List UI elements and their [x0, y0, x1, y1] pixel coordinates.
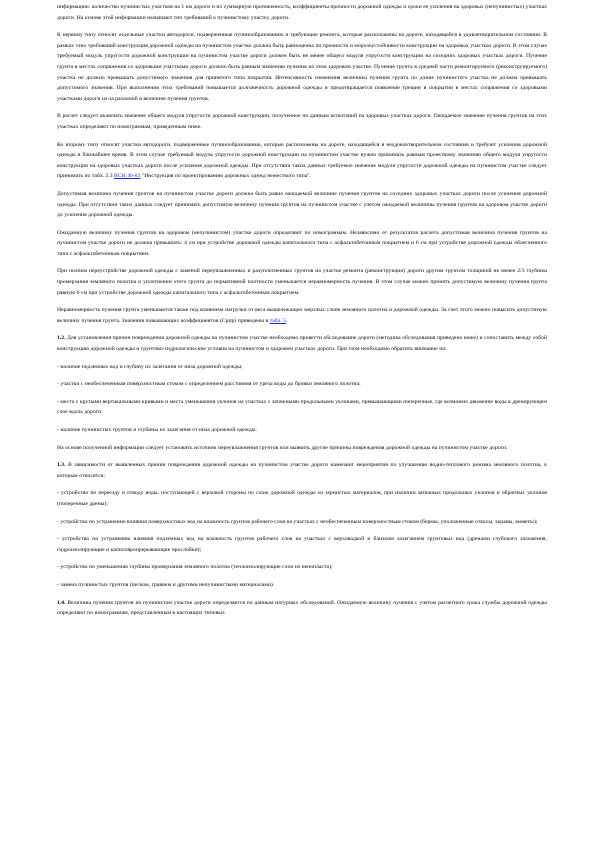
list-item-surface-water: [57, 517, 547, 528]
section-number: 1.4.: [57, 599, 66, 606]
paragraph-text: На основе полученной информации следует установить источник переувлажнения грунтов или выявить другие причины повреждения дорожной одежды на пучинистом участке дороги.: [57, 444, 508, 451]
vsn-46-83-link[interactable]: ВСН 46-83: [114, 173, 141, 180]
section-number: 1.3.: [57, 462, 66, 469]
paragraph-text: Ко второму типу относят участки автодороги, подверженные пучинообразованию, которые расположены на дороге, находящейся в неудовлетворительном состоянии и требуют усиления дорожной одежды в ближайшее время. В этом случае требуемый модуль упругости дорожной конструкции на пучинистом участке нужно принимать равным проектному значению общего модуля упругости конструкции на здоровых участках дороги после усиления дорожной одежды. При отсутствии таких данных требуемое значение модуля упругости дорожной одежды на пучинистом участке следует принимать по табл. 3.3: [57, 141, 547, 180]
table-5-link[interactable]: табл. 5: [269, 317, 287, 324]
paragraph-text: - устройство по переезду и отводу воды, поступающей с верховой стороны по слою дорожной одежды из зернистых материалов, при наличии затяжных продольных уклонов и обратных уклонов (поперечные дрены);: [57, 490, 547, 507]
paragraph-text: К первому типу относят отдельные участки автодороги, подверженные пучинообразованию и требующие ремонта, которые расположены на дороге, находящейся в удовлетворительном состоянии. В рамках этих требований конструкция дорожной одежды на пучинистом участке должна быть равноценна по прочности и морозоустойчивости конструкции на здоровых участках дороги. В этом случае требуемый модуль упругости дорожной конструкции на пучинистом участке дороги должен быть не менее общего модуля упругости конструкции на соседних здоровых участках дороги. Пучение грунта в местах сопряжения со здоровыми участками дороги должно быть равным значению пучения на этом здоровом участке. Пучение грунта в средней части ремонтируемого (реконструируемого) участка не должно превышать допустимого значения для принятого типа покрытия. Интенсивность изменения величины пучения грунта по длине пучинистого участка не должна превышать допустимого значения. При выполнении этих требований повышается долговечность дорожной одежды и предотвращается появление трещин в покрытии в местах сопряжения со здоровыми участками дороги из-за различий в величине пучения грунтов.: [57, 32, 547, 102]
list-item-soil-replacement: [57, 580, 547, 591]
list-item-ground-water: [57, 534, 547, 555]
paragraph-text: - устройство по устранению влияния подземных вод на влажность грунтов рабочего слоя на участках с верховодкой и близким залеганием грунтовых вод (дренажи глубокого заложения, гидроизолирующие и капилляропрерывающие прослойки);: [57, 536, 547, 553]
paragraph-text: - наличие пучинистых грунтов и глубины их залегания от низа дорожной одежды.: [57, 427, 258, 433]
paragraph-text: - устройство по уменьшению глубины промерзания земляного полотна (теплоизолирующие слои из пенопласта);: [57, 564, 333, 571]
paragraph-text: Неравномерность пучения грунта уменьшается также под влиянием нагрузки от веса вышележащих мерзлых слоев земляного полотна и дорожной одежды. За счет этого можно повысить допустимую величину пучения грунта. Значения повышающих коэффициентов (Српр) приведены в: [57, 307, 547, 324]
paragraph-calculation: [57, 111, 547, 132]
paragraph-text: Ожидаемую величину пучения грунтов на здоровом (непучинистом) участке дороги определяют по номограммам. Независимо от результатов расчета допустимая величина пучения грунтов на пучинистом участке дороги не должна превышать: 4 см при устройстве дорожной одежды капитального типа с асфальтобетонным покрытием и 6 см при устройстве дорожной одежды облегченного типа с асфальтобетонным покрытием.: [57, 229, 547, 257]
list-item-transverse-drains: [57, 488, 547, 509]
paragraph-allowed-heave: [57, 189, 547, 221]
paragraph-text: В зависимости от выявленных причин повреждения дорожной одежды на пучинистом участке дороги намечают мероприятия по улучшению водно-теплового режима земляного полотна, к которым относятся:: [57, 462, 547, 479]
paragraph-section-1-3: [57, 460, 547, 481]
paragraph-moisture-source: [57, 443, 547, 454]
paragraph-intro-info: [57, 2, 547, 23]
list-item-heaving-soils: [57, 425, 547, 436]
paragraph-text: - замена пучинистых грунтов (песком, гравием и другими непучинистыми материалами).: [57, 581, 275, 588]
paragraph-text: Допустимая величина пучения грунтов на пучинистом участке дороги должна быть равна ожидаемой величине пучения грунтов на соседних здоровых участках дороги после усиления дорожной одежды. При отсутствии таких данных следует принимать допустимую величину пучения грунтов на пучинистом участке с учетом ожидаемой величины пучения грунтов на здоровом участке дороги до усиления дорожной одежды.: [57, 190, 547, 219]
paragraph-text: - наличие подземных вод и глубину их залегания от низа дорожной одежды;: [57, 363, 243, 370]
paragraph-text: - места с крутыми вертикальными кривыми и места уменьшения уклонов на участках с затяжными продольными уклонами, превышающими поперечные, где возможно движение воды в дренирующем слое вдоль дороги;: [57, 398, 547, 416]
paragraph-text: - участки с необеспеченным поверхностным стоком с определением расстояния от уреза воды до бровки земляного полотна;: [57, 381, 361, 388]
paragraph-text-after: "Инструкция по проектированию дорожных одежд нежесткого типа".: [140, 173, 312, 180]
paragraph-text: Величина пучения грунтов на пучинистом участке дороги определяется по данным натурных обследований. Ожидаемую величину пучения с учетом расчетного срока службы дорожной одежды определяют по номограммам, представленным в настоящих типовых: [57, 599, 547, 617]
paragraph-text: В расчет следует включать значение общего модуля упругости дорожной конструкции, полученное по данным испытаний на здоровых участках дороги. Ожидаемое значение пучения грунтов на этих участках определяют по номограммам, приведенным ниже.: [57, 113, 547, 130]
paragraph-uneven-heave: [57, 305, 547, 326]
paragraph-section-1-4: [57, 598, 547, 619]
section-number: 1.2.: [57, 335, 66, 342]
paragraph-text-after: .: [286, 317, 288, 324]
paragraph-second-type: [57, 140, 547, 182]
paragraph-text: - устройство по устранению влияния поверхностных вод на влажность грунтов рабочего слоя на участках с необеспеченным поверхностным стоком (бермы, уположенные откосы, экраны, кюветы);: [57, 518, 538, 525]
list-item-vertical-curves: [57, 397, 547, 418]
paragraph-section-1-2: [57, 333, 547, 354]
list-item-groundwater: [57, 362, 547, 373]
paragraph-text: информацию: количество пучинистых участков на 1 км дороги и их суммарную протяженность, коэффициенты прочности дорожной одежды и сроки ее усиления на здоровых (непучинистых) участках дороги. На основе этой информации назначают тип требований к пучинистому участку дороги.: [57, 4, 547, 21]
paragraph-expected-heave: [57, 228, 547, 260]
list-item-insulation: [57, 562, 547, 573]
paragraph-full-reconstruction: [57, 266, 547, 298]
paragraph-text: Для установления причин повреждения дорожной одежды на пучинистом участке необходимо провести обследование дороги (методика обследования приведена ниже) и сопоставить между собой конструкцию дорожной одежды и грунтово-гидрологические условия на пучинистом и здоровом участках дороги. При этом необходимо обратить внимание на:: [57, 335, 547, 353]
paragraph-text: При полном переустройстве дорожной одежды с заменой переувлажненных и разуплотненных грунтов на участке ремонта (реконструкции) дороги другим грунтом толщиной не менее 2/3 глубины промерзания земляного полотна и уплотнении этого грунта до нормативной плотности уменьшается неравномерность пучения. В этом случае можно принять допустимую величину пучения грунта равную 6 см при устройстве дорожной одежды капитального типа с асфальтобетонным покрытием.: [57, 268, 547, 296]
document-page: [57, 2, 547, 626]
paragraph-first-type: [57, 30, 547, 104]
list-item-surface-runoff: [57, 379, 547, 390]
